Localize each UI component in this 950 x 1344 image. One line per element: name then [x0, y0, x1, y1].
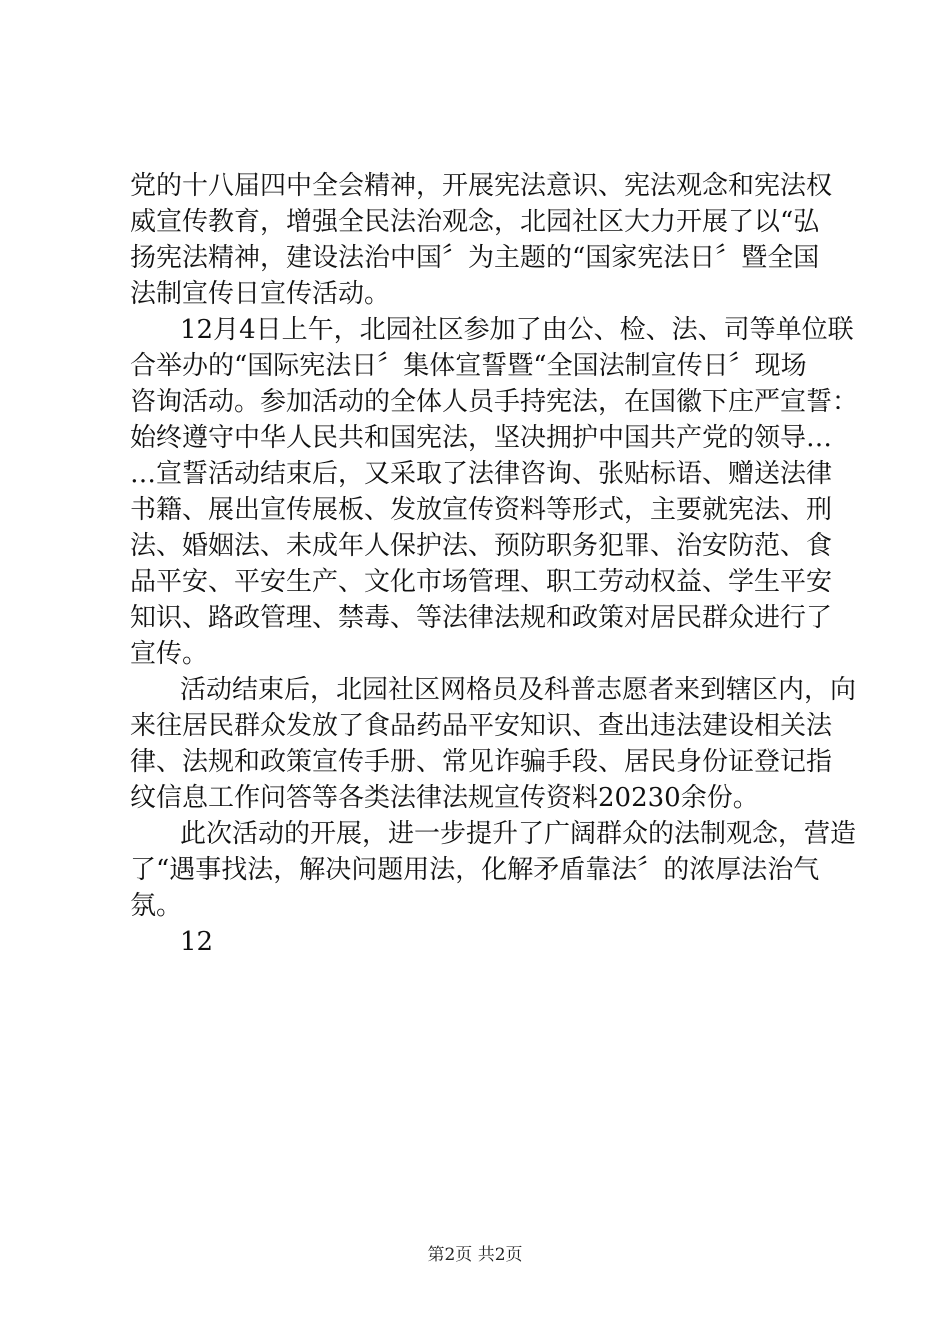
text-line: 氛。 — [130, 891, 183, 921]
text-line: 12 — [180, 927, 214, 957]
text-line: 合举办的“国际宪法日〞集体宣誓暨“全国法制宣传日〞现场 — [130, 351, 807, 381]
text-line: 宣传。 — [130, 639, 209, 669]
text-line: 咨询活动。参加活动的全体人员手持宪法，在国徽下庄严宣誓： — [130, 387, 859, 417]
text-line: 纹信息工作问答等各类法律法规宣传资料20230余份。 — [130, 783, 759, 813]
text-line: 书籍、展出宣传展板、发放宣传资料等形式，主要就宪法、刑 — [130, 495, 833, 525]
text-line: 始终遵守中华人民共和国宪法，坚决拥护中国共产党的领导… — [130, 423, 833, 453]
text-line: 品平安、平安生产、文化市场管理、职工劳动权益、学生平安 — [130, 567, 833, 597]
text-line: 扬宪法精神，建设法治中国〞为主题的“国家宪法日〞暨全国 — [130, 243, 820, 273]
paragraph-5 — [130, 924, 830, 960]
text-line: 活动结束后，北园社区网格员及科普志愿者来到辖区内，向 — [180, 675, 857, 705]
text-line: 党的十八届四中全会精神，开展宪法意识、宪法观念和宪法权 — [130, 171, 833, 201]
text-line: 来往居民群众发放了食品药品平安知识、查出违法建设相关法 — [130, 711, 833, 741]
text-line: 知识、路政管理、禁毒、等法律法规和政策对居民群众进行了 — [130, 603, 833, 633]
page-footer: 第2页 共2页 — [427, 1245, 523, 1265]
document-body — [130, 168, 859, 960]
text-line: 法、婚姻法、未成年人保护法、预防职务犯罪、治安防范、食 — [130, 531, 833, 561]
paragraph-1 — [130, 168, 833, 312]
text-line: 12月4日上午，北园社区参加了由公、检、法、司等单位联 — [180, 315, 854, 345]
paragraph-3 — [130, 672, 857, 816]
text-line: …宣誓活动结束后，又采取了法律咨询、张贴标语、赠送法律 — [130, 459, 833, 489]
text-line: 此次活动的开展，进一步提升了广阔群众的法制观念，营造 — [180, 819, 857, 849]
paragraph-2 — [130, 312, 859, 672]
text-line: 法制宣传日宣传活动。 — [130, 279, 391, 309]
paragraph-4 — [130, 816, 857, 924]
text-line: 威宣传教育，增强全民法治观念，北园社区大力开展了以“弘 — [130, 207, 820, 237]
text-line: 了“遇事找法，解决问题用法，化解矛盾靠法〞的浓厚法治气 — [130, 855, 820, 885]
text-line: 律、法规和政策宣传手册、常见诈骗手段、居民身份证登记指 — [130, 747, 833, 777]
